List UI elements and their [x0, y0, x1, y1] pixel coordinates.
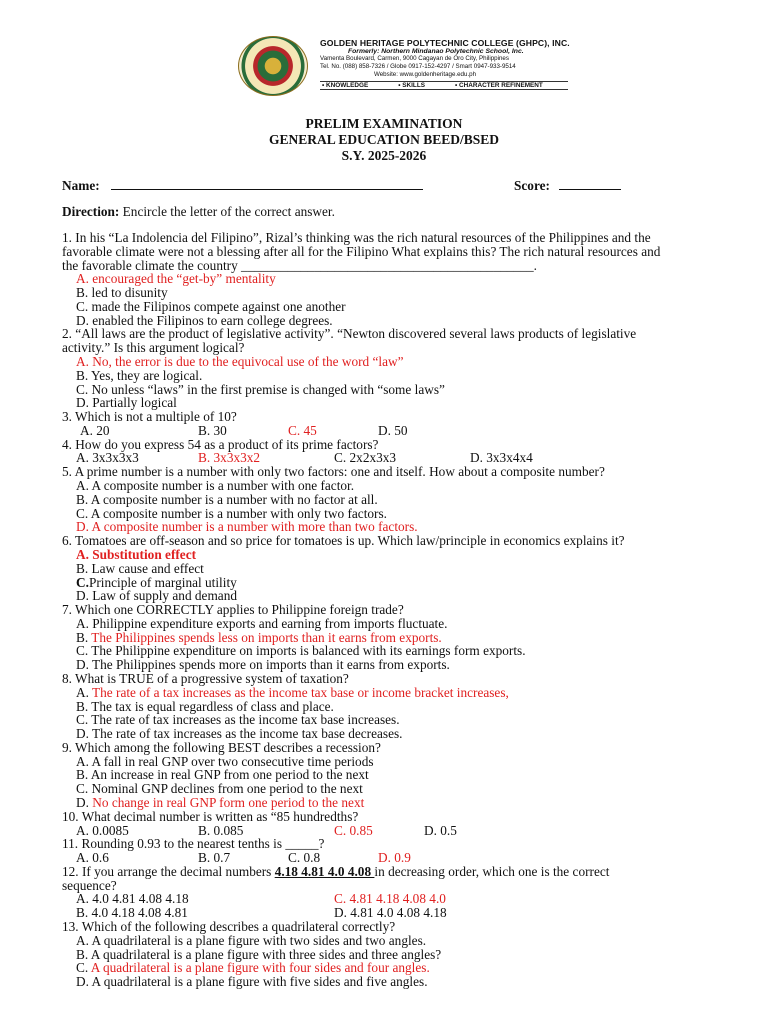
choice-option[interactable]: C. 0.85 — [334, 822, 373, 838]
choice-text[interactable]: A. encouraged the “get-by” mentality — [76, 271, 276, 287]
question-text: 13. Which of the following describes a quadrilateral correctly? — [62, 919, 396, 934]
college-mottos — [320, 81, 568, 90]
college-former-name: Formerly: Northern Mindanao Polytechnic School, Inc. — [348, 48, 524, 55]
question-text: 7. Which one CORRECTLY applies to Philippine foreign trade? — [62, 602, 404, 618]
score-row — [514, 178, 621, 193]
exam-subtitle: GENERAL EDUCATION BEED/BSED — [268, 132, 500, 147]
choice-option[interactable]: B. 30 — [198, 422, 227, 438]
choice-text[interactable]: C. made the Filipinos compete against one another — [76, 298, 346, 314]
question-text: favorable climate were not a blessing after all for the Filipino What explains this? The rich natural resources and — [62, 243, 661, 259]
choice-text[interactable]: C. No unless “laws” in the first premise is changed with “some laws” — [76, 381, 445, 397]
choice-text[interactable]: B. A quadrilateral is a plane figure with three sides and three angles? — [76, 946, 442, 962]
choice-option[interactable]: C. 0.8 — [288, 850, 321, 866]
choice-text[interactable]: B. Law cause and effect — [76, 560, 204, 576]
question-text: 12. If you arrange the decimal numbers — [62, 863, 275, 879]
choice-text[interactable]: A quadrilateral is a plane figure with four sides and four angles. — [90, 960, 430, 976]
choice-text[interactable]: The rate of a tax increases as the income tax base or income bracket increases, — [92, 684, 509, 700]
college-seal-logo — [238, 36, 308, 96]
direction-text: Encircle the letter of the correct answer. — [119, 204, 335, 219]
choice-option[interactable]: D. 4.81 4.0 4.08 4.18 — [334, 905, 447, 921]
choice-text[interactable]: B. led to disunity — [76, 285, 168, 301]
score-label: Score: — [514, 178, 550, 193]
question-text: the favorable climate the country ____________________________________________. — [62, 257, 537, 273]
choice-text[interactable]: No change in real GNP form one period to the next — [92, 794, 365, 810]
choice-text[interactable]: C. The Philippine expenditure on imports is balanced with its earnings form exports. — [76, 643, 526, 659]
choice-text[interactable]: C. The rate of tax increases as the income tax base increases. — [76, 712, 400, 728]
choice-text[interactable]: D. The Philippines spends more on imports than it earns from exports. — [76, 657, 450, 673]
choice-letter: C. — [76, 574, 89, 590]
question-text: 5. A prime number is a number with only two factors: one and itself. How about a composite number? — [62, 464, 605, 480]
choice-text[interactable]: A. A fall in real GNP over two consecutive time periods — [76, 753, 374, 769]
choice-option[interactable]: B. 0.7 — [198, 850, 231, 866]
question-text: activity.” Is this argument logical? — [62, 340, 245, 356]
question-text: 8. What is TRUE of a progressive system of taxation? — [62, 670, 349, 686]
question-text: 4. How do you express 54 as a product of its prime factors? — [62, 436, 379, 452]
question-text: 6. Tomatoes are off-season and so price for tomatoes is up. Which law/principle in economics explains it? — [62, 533, 625, 549]
college-name: GOLDEN HERITAGE POLYTECHNIC COLLEGE (GHPC), INC. — [320, 38, 570, 48]
choice-text[interactable]: D. The rate of tax increases as the income tax base decreases. — [76, 726, 403, 742]
choice-text[interactable]: D. A composite number is a number with more than two factors. — [76, 519, 418, 535]
college-info — [320, 38, 570, 90]
question-text: 2. “All laws are the product of legislative activity”. “Newton discovered several laws products of legislative — [62, 326, 637, 342]
choice-text[interactable]: D. Partially logical — [76, 395, 177, 411]
choice-option[interactable]: D. 50 — [378, 422, 408, 438]
choice-text[interactable]: D. Law of supply and demand — [76, 588, 238, 604]
choice-text[interactable]: C. Nominal GNP declines from one period to the next — [76, 781, 363, 797]
score-field[interactable] — [559, 178, 621, 190]
choice-option[interactable]: C. 45 — [288, 422, 317, 438]
choice-text[interactable]: B. Yes, they are logical. — [76, 367, 203, 383]
choice-text[interactable]: B. The tax is equal regardless of class and place. — [76, 698, 334, 714]
choice-option[interactable]: C. 4.81 4.18 4.08 4.0 — [334, 891, 446, 907]
exam-title: PRELIM EXAMINATION — [305, 116, 463, 131]
question-text: in decreasing order, which one is the correct — [374, 863, 610, 879]
choice-option[interactable]: C. 2x2x3x3 — [334, 450, 397, 466]
choice-option[interactable]: B. 3x3x3x2 — [198, 450, 261, 466]
question-text: 1. In his “La Indolencia del Filipino”, Rizal’s thinking was the rich natural resources of the Philippines and the — [62, 230, 651, 245]
choice-option[interactable]: D. 0.5 — [424, 822, 457, 838]
exam-line — [76, 975, 428, 989]
exam-line — [62, 865, 609, 879]
choice-text[interactable]: A. No, the error is due to the equivocal use of the word “law” — [76, 354, 404, 370]
choice-option[interactable]: A. 4.0 4.81 4.08 4.18 — [76, 891, 189, 907]
choice-option[interactable]: A. 20 — [80, 422, 110, 438]
choice-letter: B. — [76, 629, 92, 645]
question-text: 9. Which among the following BEST describes a recession? — [62, 739, 381, 755]
exam-line — [62, 810, 358, 824]
question-text: sequence? — [62, 877, 117, 893]
college-contact: Tel. No. (088) 858-7326 / Globe 0917-152-4297 / Smart 0947-933-9514 — [320, 63, 516, 70]
motto-knowledge: • KNOWLEDGE — [322, 82, 369, 89]
choice-text[interactable]: A. A quadrilateral is a plane figure with two sides and two angles. — [76, 932, 427, 948]
choice-option[interactable]: D. 0.9 — [378, 850, 411, 866]
choice-text[interactable]: D. enabled the Filipinos to earn college degrees. — [76, 312, 333, 328]
name-row — [62, 178, 423, 193]
choice-option[interactable]: B. 4.0 4.18 4.08 4.81 — [76, 905, 188, 921]
college-website: Website: www.goldenheritage.edu.ph — [374, 71, 477, 78]
motto-skills: • SKILLS — [398, 82, 426, 89]
college-address: Vamenta Boulevard, Carmen, 9000 Cagayan de Oro City, Philippines — [320, 55, 509, 62]
choice-text[interactable]: B. An increase in real GNP from one period to the next — [76, 767, 369, 783]
choice-text[interactable]: D. A quadrilateral is a plane figure with five sides and five angles. — [76, 974, 428, 990]
direction — [62, 205, 335, 219]
choice-text[interactable]: Principle of marginal utility — [88, 574, 237, 590]
decimal-numbers: 4.18 4.81 4.0 4.08 — [274, 863, 375, 879]
choice-text[interactable]: A. Substitution effect — [76, 546, 197, 562]
choice-option[interactable]: A. 0.0085 — [76, 822, 129, 838]
choice-text[interactable]: B. A composite number is a number with no factor at all. — [76, 491, 378, 507]
choice-letter: C. — [76, 960, 91, 976]
name-field[interactable] — [111, 178, 423, 190]
choice-option[interactable]: A. 0.6 — [76, 850, 109, 866]
question-text: 11. Rounding 0.93 to the nearest tenths is _____? — [62, 836, 325, 852]
motto-character: • CHARACTER REFINEMENT — [455, 82, 543, 89]
choice-option[interactable]: A. 3x3x3x3 — [76, 450, 139, 466]
choice-option[interactable]: D. 3x3x4x4 — [470, 450, 533, 466]
choice-text[interactable]: C. A composite number is a number with only two factors. — [76, 505, 387, 521]
question-text: 10. What decimal number is written as “85 hundredths? — [62, 808, 359, 824]
choice-option[interactable]: B. 0.085 — [198, 822, 244, 838]
choice-text[interactable]: A. Philippine expenditure exports and earning from imports fluctuate. — [76, 615, 448, 631]
choice-letter: A. — [76, 684, 93, 700]
name-label: Name: — [62, 178, 100, 193]
question-text: 3. Which is not a multiple of 10? — [62, 409, 237, 425]
choice-letter: D. — [76, 794, 93, 810]
choice-text[interactable]: The Philippines spends less on imports than it earns from exports. — [91, 629, 442, 645]
school-year: S.Y. 2025-2026 — [341, 148, 427, 163]
letterhead — [238, 36, 570, 96]
choice-text[interactable]: A. A composite number is a number with one factor. — [76, 478, 355, 494]
direction-label: Direction: — [62, 204, 120, 219]
